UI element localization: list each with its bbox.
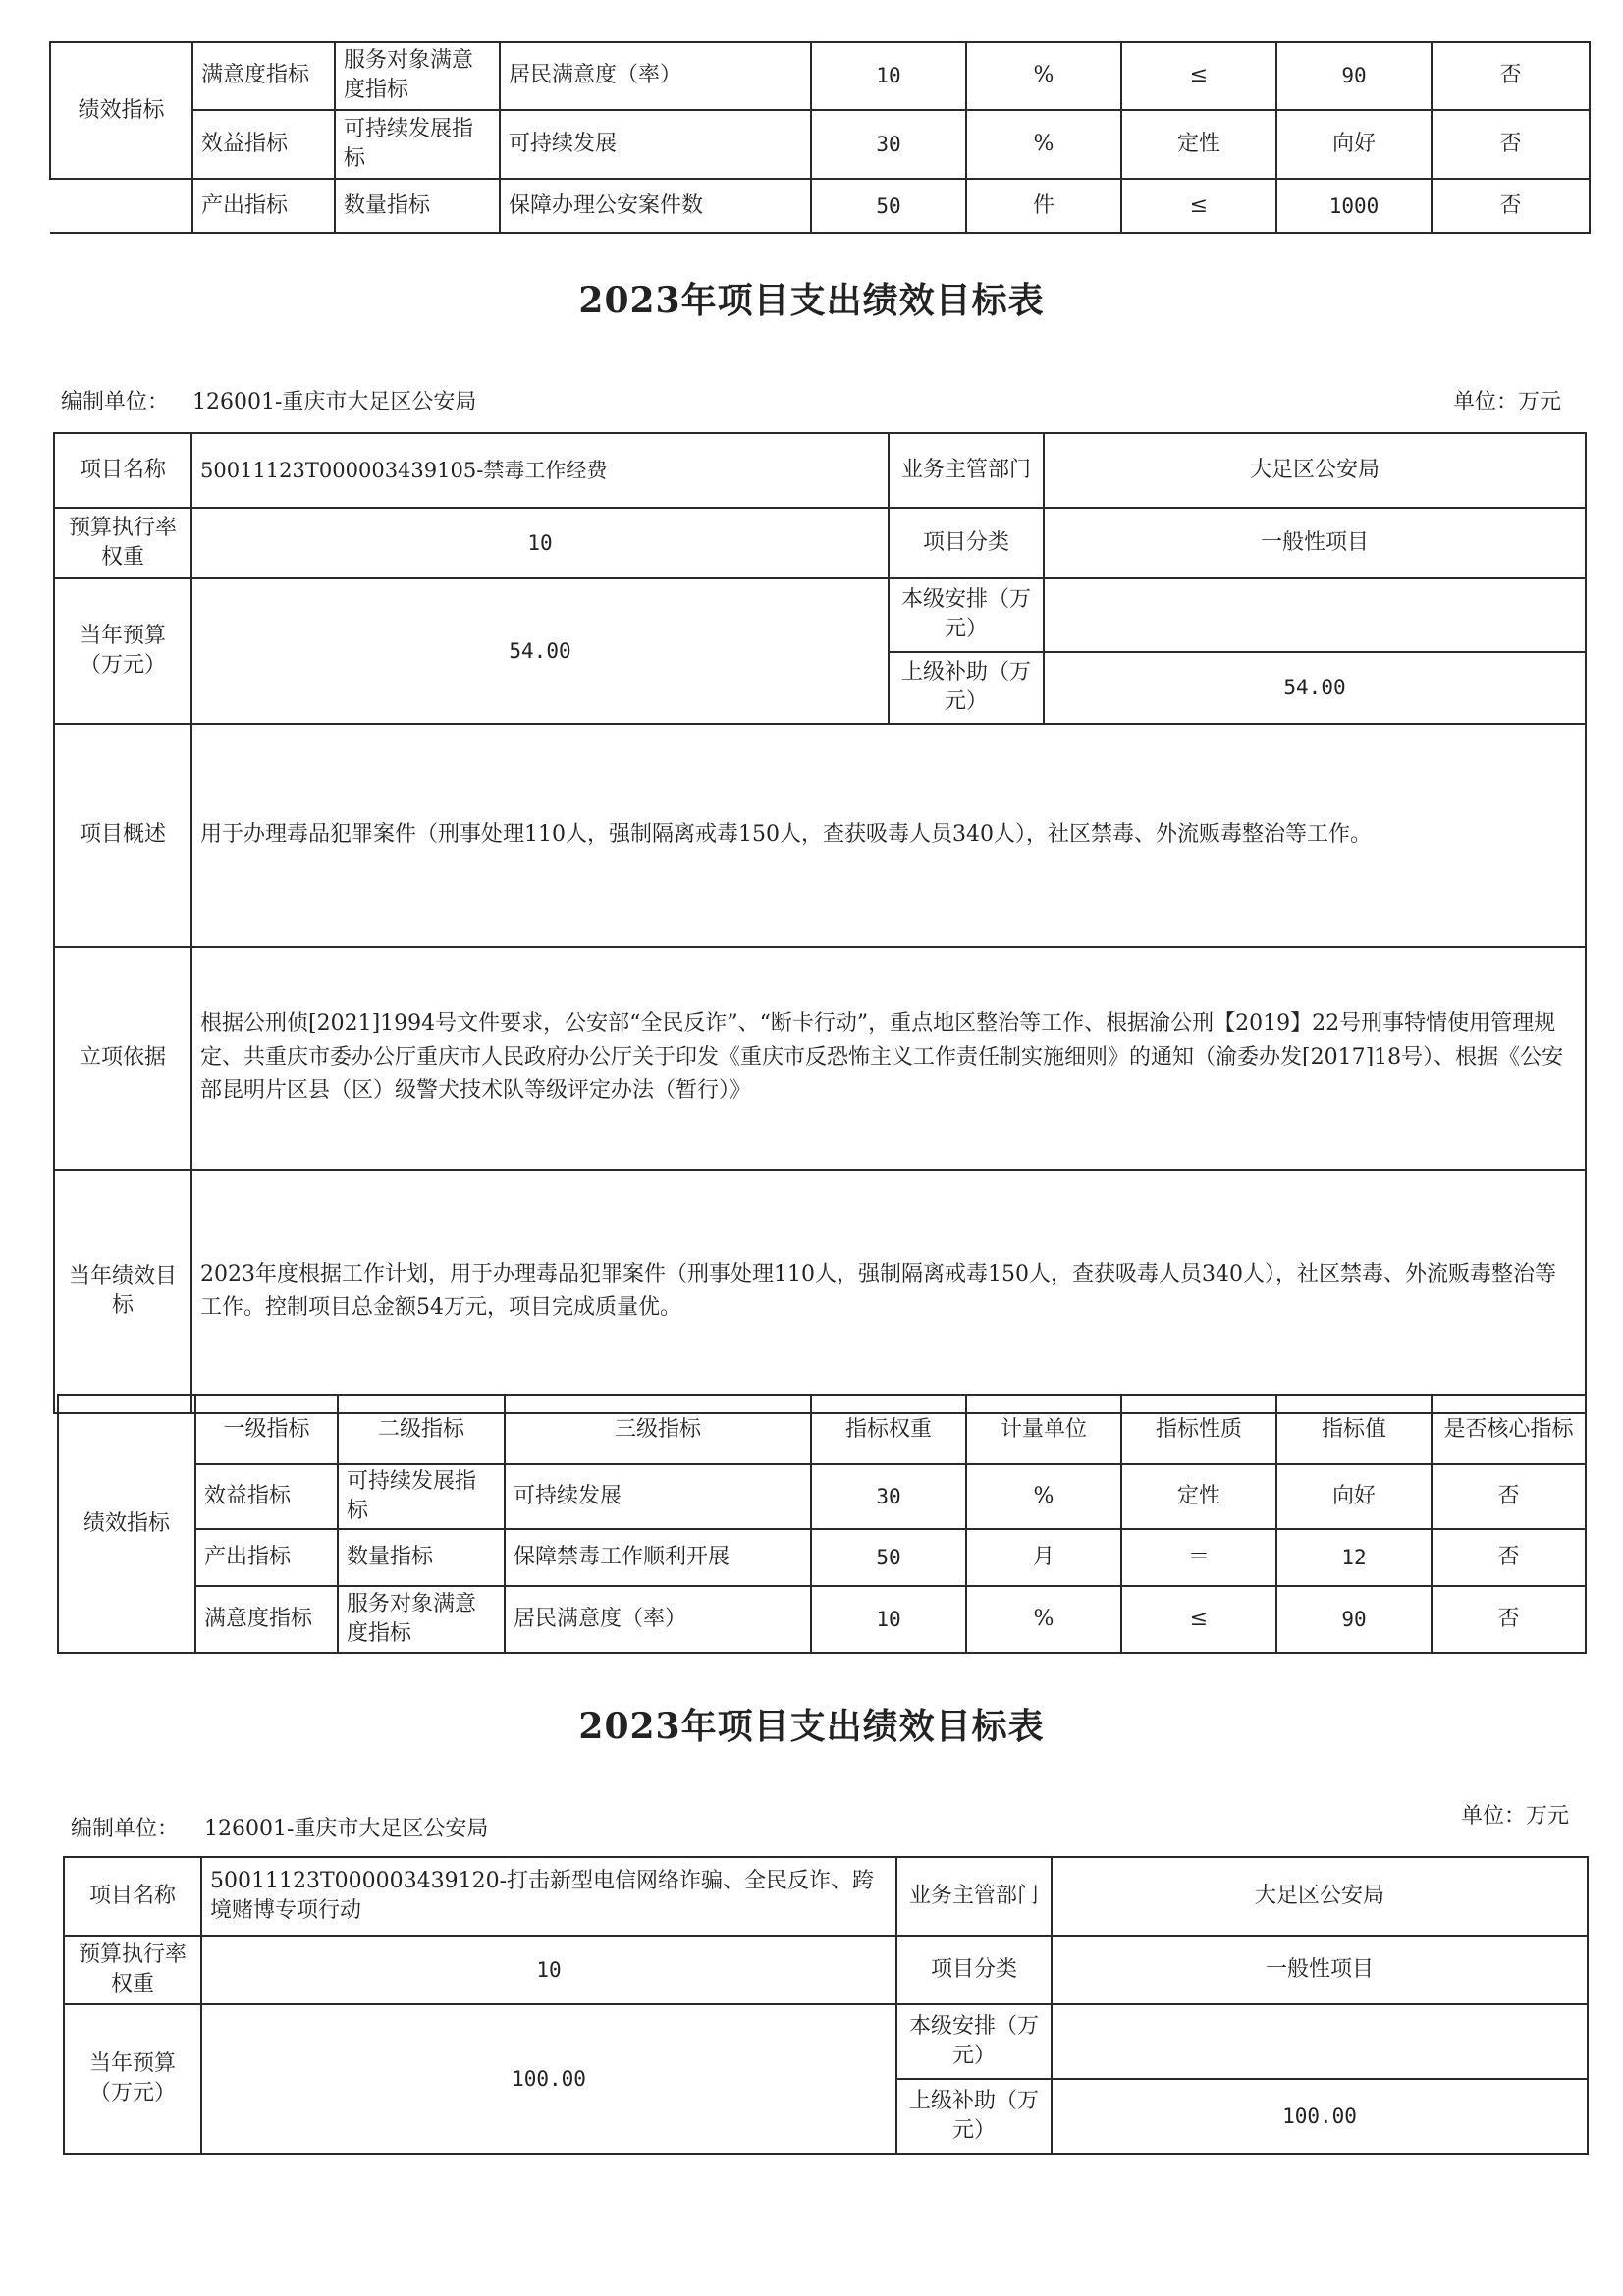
upper-label: 上级补助（万元） <box>896 2079 1052 2154</box>
category-value: 一般性项目 <box>1052 1936 1588 2004</box>
core-cell: 否 <box>1432 179 1590 233</box>
local-value <box>1052 2004 1588 2079</box>
level1-cell: 效益指标 <box>195 1464 338 1529</box>
section2-title: 2023年项目支出绩效目标表 <box>578 1706 1045 1747</box>
core-cell: 否 <box>1432 1529 1586 1586</box>
header-nature: 指标性质 <box>1121 1395 1276 1464</box>
core-cell: 否 <box>1432 42 1590 110</box>
upper-value: 54.00 <box>1044 652 1586 724</box>
local-label: 本级安排（万元） <box>889 578 1044 652</box>
nature-cell: ≤ <box>1121 42 1276 110</box>
budget-value: 54.00 <box>191 578 889 724</box>
level1-cell: 产出指标 <box>192 179 335 233</box>
level1-cell: 产出指标 <box>195 1529 338 1586</box>
level2-cell: 服务对象满意度指标 <box>335 42 500 110</box>
level2-cell: 服务对象满意度指标 <box>338 1586 505 1653</box>
level3-cell: 可持续发展 <box>500 110 811 180</box>
level3-cell: 保障办理公安案件数 <box>500 179 811 233</box>
weight-cell: 10 <box>811 42 966 110</box>
project-name-label: 项目名称 <box>54 433 191 508</box>
empty-cell <box>50 179 192 233</box>
unit-cell: 月 <box>966 1529 1121 1586</box>
level3-cell: 居民满意度（率） <box>505 1586 811 1653</box>
level1-cell: 效益指标 <box>192 110 335 180</box>
goal-value: 2023年度根据工作计划，用于办理毒品犯罪案件（刑事处理110人，强制隔离戒毒150人，查获吸毒人员340人），社区禁毒、外流贩毒整治等工作。控制项目总金额54万元，项目完成质量优。 <box>191 1170 1586 1413</box>
nature-cell: 定性 <box>1121 1464 1276 1529</box>
core-cell: 否 <box>1432 110 1590 180</box>
level2-cell: 数量指标 <box>338 1529 505 1586</box>
basis-label: 立项依据 <box>54 947 191 1170</box>
category-label: 项目分类 <box>896 1936 1052 2004</box>
weight-cell: 10 <box>811 1586 966 1653</box>
header-level1: 一级指标 <box>195 1395 338 1464</box>
section1-title: 2023年项目支出绩效目标表 <box>578 280 1045 321</box>
upper-label: 上级补助（万元） <box>889 652 1044 724</box>
header-core: 是否核心指标 <box>1432 1395 1586 1464</box>
exec-weight-label: 预算执行率权重 <box>54 508 191 578</box>
unit-cell: % <box>966 110 1121 180</box>
project-name-value: 50011123T000003439105-禁毒工作经费 <box>191 433 889 508</box>
dept-label: 业务主管部门 <box>896 1857 1052 1936</box>
level1-cell: 满意度指标 <box>192 42 335 110</box>
core-cell: 否 <box>1432 1586 1586 1653</box>
budget-value: 100.00 <box>201 2004 896 2154</box>
section2-info-table <box>63 1856 1589 2155</box>
level3-cell: 居民满意度（率） <box>500 42 811 110</box>
weight-cell: 30 <box>811 1464 966 1529</box>
project-name-label: 项目名称 <box>64 1857 201 1936</box>
unit-cell: % <box>966 1464 1121 1529</box>
overview-value: 用于办理毒品犯罪案件（刑事处理110人，强制隔离戒毒150人，查获吸毒人员340人），社区禁毒、外流贩毒整治等工作。 <box>191 724 1586 947</box>
unit-cell: 件 <box>966 179 1121 233</box>
basis-value: 根据公刑侦[2021]1994号文件要求，公安部“全民反诈”、“断卡行动”，重点地区整治等工作、根据渝公刑【2019】22号刑事特情使用管理规定、共重庆市委办公厅重庆市人民政府办公厅关于印发《重庆市反恐怖主义工作责任制实施细则》的通知（渝委办发[2017]18号）、根据《公安部昆明片区县（区）级警犬技术队等级评定办法（暂行）》 <box>191 947 1586 1170</box>
level2-cell: 可持续发展指标 <box>338 1464 505 1529</box>
value-cell: 1000 <box>1276 179 1432 233</box>
header-unit: 计量单位 <box>966 1395 1121 1464</box>
exec-weight-value: 10 <box>201 1936 896 2004</box>
exec-weight-value: 10 <box>191 508 889 578</box>
weight-cell: 50 <box>811 1529 966 1586</box>
nature-cell: ＝ <box>1121 1529 1276 1586</box>
header-level3: 三级指标 <box>505 1395 811 1464</box>
unit-cell: % <box>966 1586 1121 1653</box>
section1-info-table <box>53 432 1587 1414</box>
header-weight: 指标权重 <box>811 1395 966 1464</box>
value-cell: 向好 <box>1276 110 1432 180</box>
level3-cell: 保障禁毒工作顺利开展 <box>505 1529 811 1586</box>
category-label: 项目分类 <box>889 508 1044 578</box>
level1-cell: 满意度指标 <box>195 1586 338 1653</box>
weight-cell: 50 <box>811 179 966 233</box>
value-cell: 向好 <box>1276 1464 1432 1529</box>
section1-unit-note: 单位：万元 <box>1453 390 1562 414</box>
budget-label: 当年预算（万元） <box>54 578 191 724</box>
section2-org-value: 126001-重庆市大足区公安局 <box>204 1817 489 1841</box>
level3-cell: 可持续发展 <box>505 1464 811 1529</box>
header-value: 指标值 <box>1276 1395 1432 1464</box>
dept-value: 大足区公安局 <box>1044 433 1586 508</box>
section1-indicator-table <box>57 1394 1587 1654</box>
header-level2: 二级指标 <box>338 1395 505 1464</box>
value-cell: 90 <box>1276 1586 1432 1653</box>
nature-cell: 定性 <box>1121 110 1276 180</box>
level2-cell: 数量指标 <box>335 179 500 233</box>
group-label: 绩效指标 <box>50 42 192 179</box>
level2-cell: 可持续发展指标 <box>335 110 500 180</box>
section2-unit-note: 单位：万元 <box>1461 1804 1570 1829</box>
dept-label: 业务主管部门 <box>889 433 1044 508</box>
section1-org-label: 编制单位： <box>61 390 170 414</box>
project-name-value: 50011123T000003439120-打击新型电信网络诈骗、全民反诈、跨境赌博专项行动 <box>201 1857 896 1936</box>
overview-label: 项目概述 <box>54 724 191 947</box>
category-value: 一般性项目 <box>1044 508 1586 578</box>
dept-value: 大足区公安局 <box>1052 1857 1588 1936</box>
weight-cell: 30 <box>811 110 966 180</box>
core-cell: 否 <box>1432 1464 1586 1529</box>
local-label: 本级安排（万元） <box>896 2004 1052 2079</box>
value-cell: 12 <box>1276 1529 1432 1586</box>
upper-value: 100.00 <box>1052 2079 1588 2154</box>
budget-label: 当年预算（万元） <box>64 2004 201 2154</box>
nature-cell: ≤ <box>1121 1586 1276 1653</box>
nature-cell: ≤ <box>1121 179 1276 233</box>
section1-org-value: 126001-重庆市大足区公安局 <box>192 390 477 414</box>
local-value <box>1044 578 1586 652</box>
top-indicator-table <box>49 41 1591 234</box>
section2-org-label: 编制单位： <box>71 1817 180 1841</box>
exec-weight-label: 预算执行率权重 <box>64 1936 201 2004</box>
unit-cell: % <box>966 42 1121 110</box>
value-cell: 90 <box>1276 42 1432 110</box>
perf-label: 绩效指标 <box>58 1395 195 1653</box>
goal-label: 当年绩效目标 <box>54 1170 191 1413</box>
